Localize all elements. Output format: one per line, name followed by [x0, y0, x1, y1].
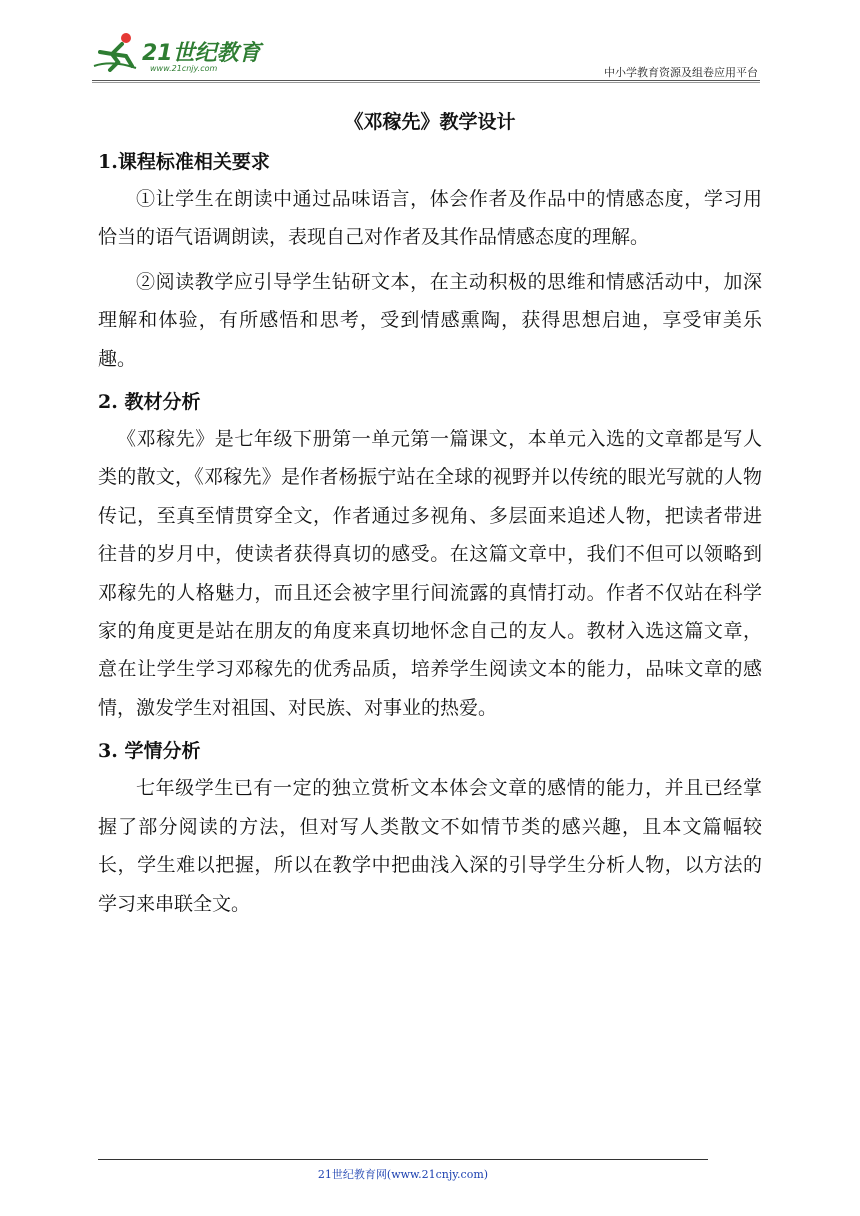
paragraph: 《邓稼先》是七年级下册第一单元第一篇课文，本单元入选的文章都是写人类的散文，《邓稼先》是作者杨振宁站在全球的视野并以传统的眼光写就的人物传记，至真至情贯穿全文，作者通过多视角、多层面来追述人物，把读者带进往昔的岁月中，使读者获得真切的感受。在这篇文章中，我们不但可以领略到邓稼先的人格魅力，而且还会被字里行间流露的真情打动。作者不仅站在科学家的角度更是站在朋友的角度来真切地怀念自己的友人。教材入选这篇文章，意在让学生学习邓稼先的优秀品质，培养学生阅读文本的能力，品味文章的感情，激发学生对祖国、对民族、对事业的热爱。 [98, 428, 762, 719]
footer-divider [98, 1159, 708, 1160]
paragraph: ①让学生在朗读中通过品味语言，体会作者及作品中的情感态度，学习用恰当的语气语调朗读，表现自己对作者及其作品情感态度的理解。 [98, 188, 762, 249]
document-title: 《邓稼先》教学设计 [344, 111, 516, 133]
paragraph: 七年级学生已有一定的独立赏析文本体会文章的感情的能力，并且已经掌握了部分阅读的方法，但对写人类散文不如情节类的感兴趣，且本文篇幅较长，学生难以把握，所以在教学中把曲浅入深的引导学生分析人物，以方法的学习来串联全文。 [98, 777, 762, 915]
footer-link[interactable]: 21世纪教育网(www.21cnjy.com) [317, 1168, 489, 1181]
section-heading-students: 3. 学情分析 [98, 740, 201, 763]
site-logo [92, 28, 262, 78]
section-heading-textbook: 2. 教材分析 [98, 391, 201, 414]
runner-icon [92, 32, 140, 72]
logo-url: www.21cnjy.com [150, 64, 218, 73]
document-body [98, 104, 762, 929]
platform-label: 中小学教育资源及组卷应用平台 [604, 66, 758, 79]
section-heading-standards: 1.课程标准相关要求 [98, 151, 270, 173]
header-divider-thin [92, 82, 760, 83]
header-divider [92, 80, 760, 81]
paragraph: ②阅读教学应引导学生钻研文本，在主动积极的思维和情感活动中，加深理解和体验，有所感悟和思考，受到情感熏陶，获得思想启迪，享受审美乐趣。 [98, 270, 762, 370]
page-header [92, 28, 760, 80]
logo-text: 21世纪教育 [142, 41, 261, 66]
